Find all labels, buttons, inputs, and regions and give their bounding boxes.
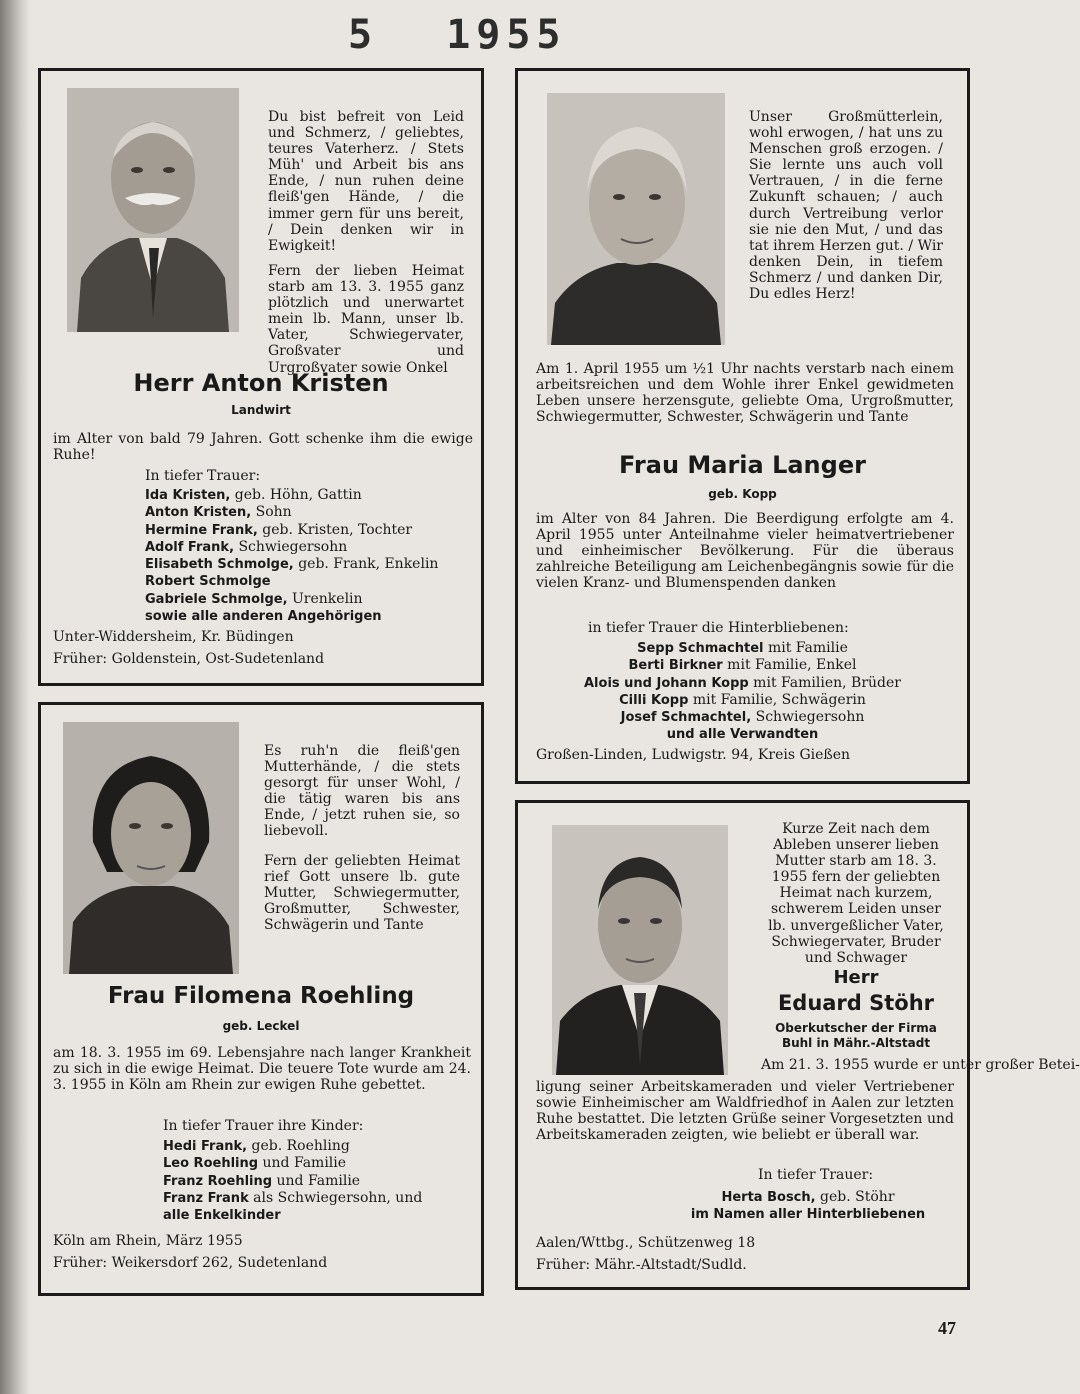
mourner-entry: Berti Birkner mit Familie, Enkel: [628, 657, 857, 674]
mourner-entry: Elisabeth Schmolge, geb. Frank, Enkelin: [145, 556, 439, 573]
maiden-name: geb. Kopp: [708, 487, 777, 501]
mourner-entry: Franz Frank als Schwiegersohn, und: [163, 1189, 423, 1206]
deceased-name: Frau Maria Langer: [619, 451, 866, 479]
mourner-list: [163, 1138, 422, 1224]
issue-number: 5: [348, 12, 379, 58]
mourner-entry: alle Enkelkinder: [163, 1208, 281, 1224]
notice-place: Unter-Widdersheim, Kr. Büdingen: [53, 629, 294, 645]
maiden-name: geb. Leckel: [222, 1019, 300, 1033]
mourner-entry: Ida Kristen, geb. Höhn, Gattin: [145, 487, 362, 503]
mourning-label: In tiefer Trauer ihre Kinder:: [163, 1118, 364, 1134]
mourner-entry: Herta Bosch, geb. Stöhr: [721, 1189, 895, 1205]
honorific: Herr: [833, 967, 879, 988]
mourner-entry: Adolf Frank, Schwiegersohn: [145, 538, 348, 555]
notice-place: Aalen/Wttbg., Schützenweg 18: [536, 1235, 756, 1251]
notice-intro: Kurze Zeit nach dem Ableben unserer lieben Mutter starb am 18. 3. 1955 fern der geliebten Heimat nach kurzem, schwerem Leiden unser lb. unvergeßlicher Vater, Schwiegervater, Bruder und Schwager: [768, 821, 944, 966]
page-binding-shadow: [0, 0, 30, 1394]
notice-body: im Alter von bald 79 Jahren. Gott schenke ihm die ewige Ruhe!: [53, 431, 473, 464]
former-place: Früher: Goldenstein, Ost-Sudetenland: [53, 651, 325, 667]
former-place: Früher: Weikersdorf 262, Sudetenland: [53, 1255, 328, 1271]
page-number: 47: [938, 1318, 956, 1338]
mourner-list: [658, 1189, 958, 1224]
notice-body-start: Am 21. 3. 1955 wurde er unter großer Betei-: [761, 1057, 1080, 1073]
mourner-entry: und alle Verwandten: [666, 727, 819, 743]
mourner-entry: im Namen aller Hinterbliebenen: [690, 1207, 926, 1223]
notice-body: ligung seiner Arbeitskameraden und vieler Vertriebener sowie Einheimischer am Waldfriedhof in Aalen zur letzten Ruhe bestattet. Die letzten Grüße seiner Vorgesetzten und Arbeitskameraden zeigten, wie beliebt er überall war.: [536, 1079, 954, 1144]
mourner-entry: Josef Schmachtel, Schwiegersohn: [620, 709, 865, 726]
mourner-entry: Hermine Frank, geb. Kristen, Tochter: [145, 521, 413, 538]
occupation: Landwirt: [231, 403, 291, 417]
mourner-entry: Cilli Kopp mit Familie, Schwägerin: [619, 691, 866, 708]
former-place: Früher: Mähr.-Altstadt/Sudld.: [536, 1257, 747, 1273]
issue-year: 1955: [446, 12, 567, 58]
notice-intro: Fern der lieben Heimat starb am 13. 3. 1955 ganz plötzlich und unerwartet mein lb. Mann, unser lb. Vater, Schwiegervater, Großvater und Urgroßvater sowie Onkel: [268, 263, 464, 376]
notice-place: Großen-Linden, Ludwigstr. 94, Kreis Gießen: [536, 747, 851, 763]
notice-intro: Am 1. April 1955 um ½1 Uhr nachts verstarb nach einem arbeitsreichen und dem Wohle ihrer Enkel gewidmeten Leben unsere herzensgute, geliebte Oma, Urgroßmutter, Schwiegermutter, Schwester, Schwägerin und Tante: [536, 361, 954, 426]
notice-place: Köln am Rhein, März 1955: [53, 1233, 243, 1249]
mourner-entry: Alois und Johann Kopp mit Familien, Brüder: [584, 674, 901, 691]
memorial-poem: Du bist befreit von Leid und Schmerz, / geliebtes, teures Vaterherz. / Stets Müh' und Arbeit bis ans Ende, / nun ruhen deine fleiß'gen Hände, / die immer gern für uns bereit, / Dein denken wir in Ewigkeit!: [268, 109, 464, 254]
notice-langer: [515, 68, 970, 784]
deceased-name: Eduard Stöhr: [777, 991, 935, 1015]
mourning-label: in tiefer Trauer die Hinterbliebenen:: [588, 620, 849, 636]
mourner-list: [518, 640, 967, 744]
portrait-woman-headscarf-icon: [63, 722, 239, 974]
portrait-woman-icon: [547, 93, 725, 345]
occupation: Oberkutscher der Firma Buhl in Mähr.-Altstadt: [775, 1021, 937, 1050]
mourner-entry: Gabriele Schmolge, Urenkelin: [145, 590, 363, 607]
mourner-entry: Hedi Frank, geb. Roehling: [163, 1138, 350, 1154]
portrait-photo: [552, 825, 728, 1075]
portrait-photo: [67, 88, 239, 332]
mourner-entry: Leo Roehling und Familie: [163, 1155, 347, 1172]
portrait-man-icon: [67, 88, 239, 332]
mourner-entry: Anton Kristen, Sohn: [145, 504, 292, 521]
notice-roehling: [38, 702, 484, 1296]
notice-body: im Alter von 84 Jahren. Die Beerdigung erfolgte am 4. April 1955 unter Anteilnahme vieler heimatvertriebener und einheimischer Bevölkerung. Für die überaus zahlreiche Beteiligung am Leichenbegängnis sowie für die vielen Kranz- und Blumenspenden danken: [536, 511, 954, 592]
mourner-entry: sowie alle anderen Angehörigen: [145, 609, 382, 625]
notice-intro: Fern der geliebten Heimat rief Gott unsere lb. gute Mutter, Schwiegermutter, Großmutter, Schwester, Schwägerin und Tante: [264, 853, 460, 934]
deceased-name: Frau Filomena Roehling: [107, 983, 415, 1009]
mourner-entry: Franz Roehling und Familie: [163, 1172, 361, 1189]
mourning-label: In tiefer Trauer:: [758, 1167, 874, 1183]
portrait-man-suit-icon: [552, 825, 728, 1075]
deceased-name: Herr Anton Kristen: [133, 369, 389, 397]
mourning-label: In tiefer Trauer:: [145, 468, 261, 484]
portrait-photo: [63, 722, 239, 974]
memorial-poem: Es ruh'n die fleiß'gen Mutterhände, / die stets gesorgt für unser Wohl, / die tätig waren bis ans Ende, / jetzt ruhen sie, so liebevoll.: [264, 743, 460, 840]
mourner-entry: Sepp Schmachtel mit Familie: [637, 640, 848, 656]
memorial-poem: Unser Großmütterlein, wohl erwogen, / hat uns zu Menschen groß erzogen. / Sie lernte uns auch voll Vertrauen, / in die ferne Zukunft schauen; / auch durch Vertreibung verlor sie nie den Mut, / und das tat ihrem Herzen gut. / Wir denken Dein, in tiefem Schmerz / und danken Dir, Du edles Herz!: [749, 109, 943, 303]
portrait-photo: [547, 93, 725, 345]
issue-header: [348, 12, 567, 58]
mourner-entry: Robert Schmolge: [145, 574, 271, 590]
notice-stoehr: [515, 800, 1080, 1290]
notice-body: am 18. 3. 1955 im 69. Lebensjahre nach langer Krankheit zu sich in die ewige Heimat. Die teuere Tote wurde am 24. 3. 1955 in Köln am Rhein zur ewigen Ruhe gebettet.: [53, 1045, 471, 1094]
mourner-list: [145, 487, 438, 625]
notice-kristen: [38, 68, 484, 686]
